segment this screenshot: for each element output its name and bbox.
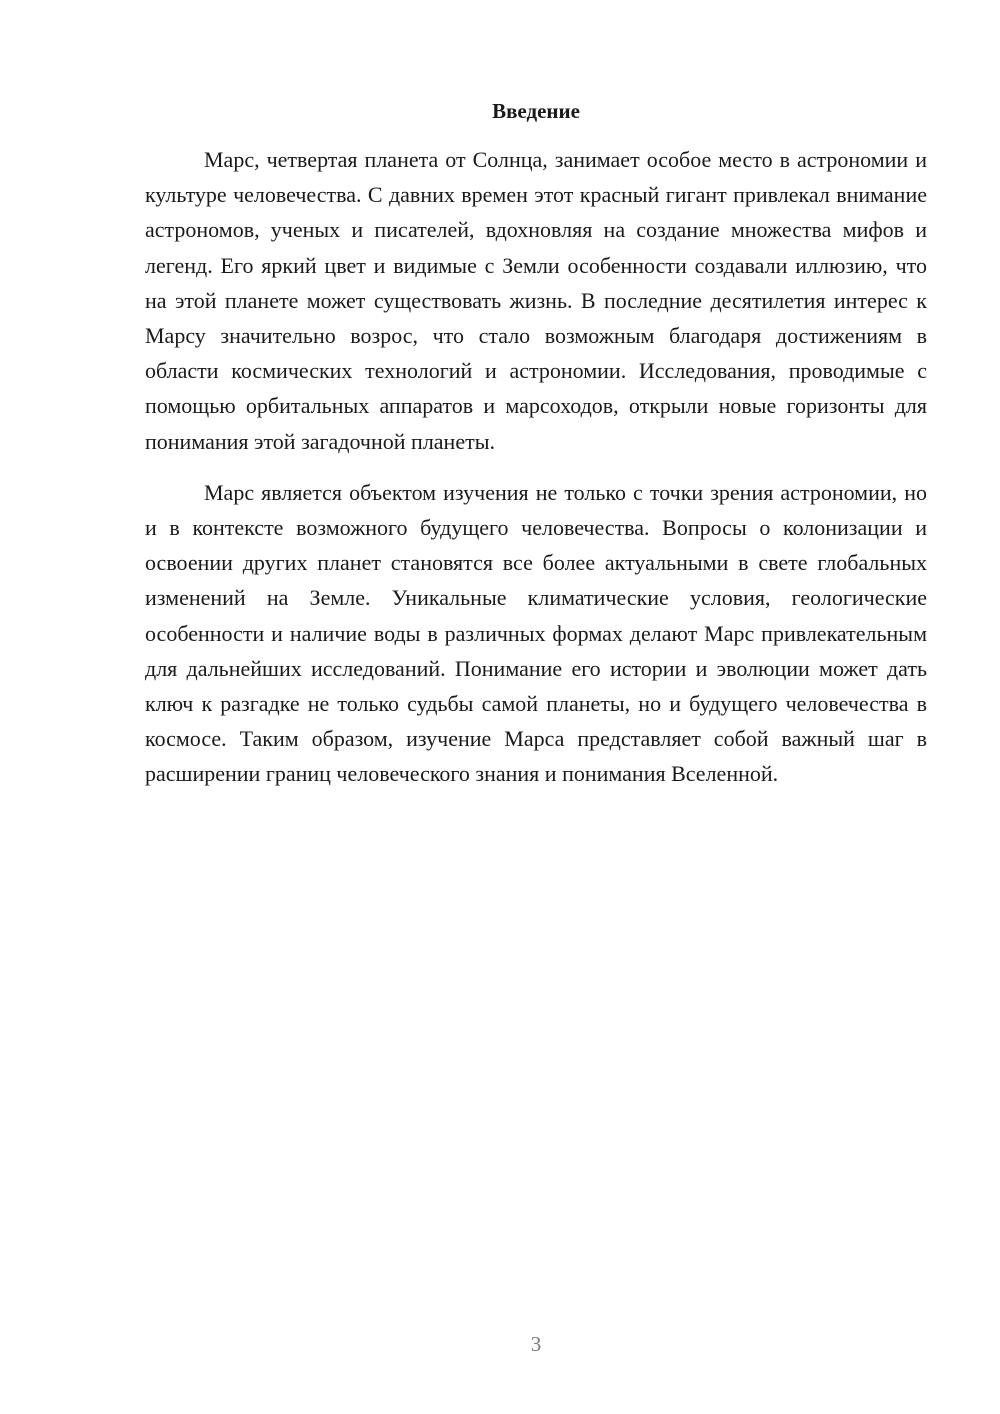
body-text: [145, 142, 927, 808]
paragraph: Марс является объектом изучения не только с точки зрения астрономии, но и в контексте возможного будущего человечества. Вопросы о колонизации и освоении других планет становятся все более актуальными в свете глобальных изменений на Земле. Уникальные климатические условия, геологические особенности и наличие воды в различных формах делают Марс привлекательным для дальнейших исследований. Понимание его истории и эволюции может дать ключ к разгадке не только судьбы самой планеты, но и будущего человечества в космосе. Таким образом, изучение Марса представляет собой важный шаг в расширении границ человеческого знания и понимания Вселенной.: [145, 479, 927, 787]
section-heading: Введение: [492, 99, 580, 123]
page-number: 3: [530, 1332, 542, 1356]
paragraph: Марс, четвертая планета от Солнца, занимает особое место в астрономии и культуре человечества. С давних времен этот красный гигант привлекал внимание астрономов, ученых и писателей, вдохновляя на создание множества мифов и легенд. Его яркий цвет и видимые с Земли особенности создавали иллюзию, что на этой планете может существовать жизнь. В последние десятилетия интерес к Марсу значительно возрос, что стало возможным благодаря достижениям в области космических технологий и астрономии. Исследования, проводимые с помощью орбитальных аппаратов и марсоходов, открыли новые горизонты для понимания этой загадочной планеты.: [145, 147, 927, 454]
